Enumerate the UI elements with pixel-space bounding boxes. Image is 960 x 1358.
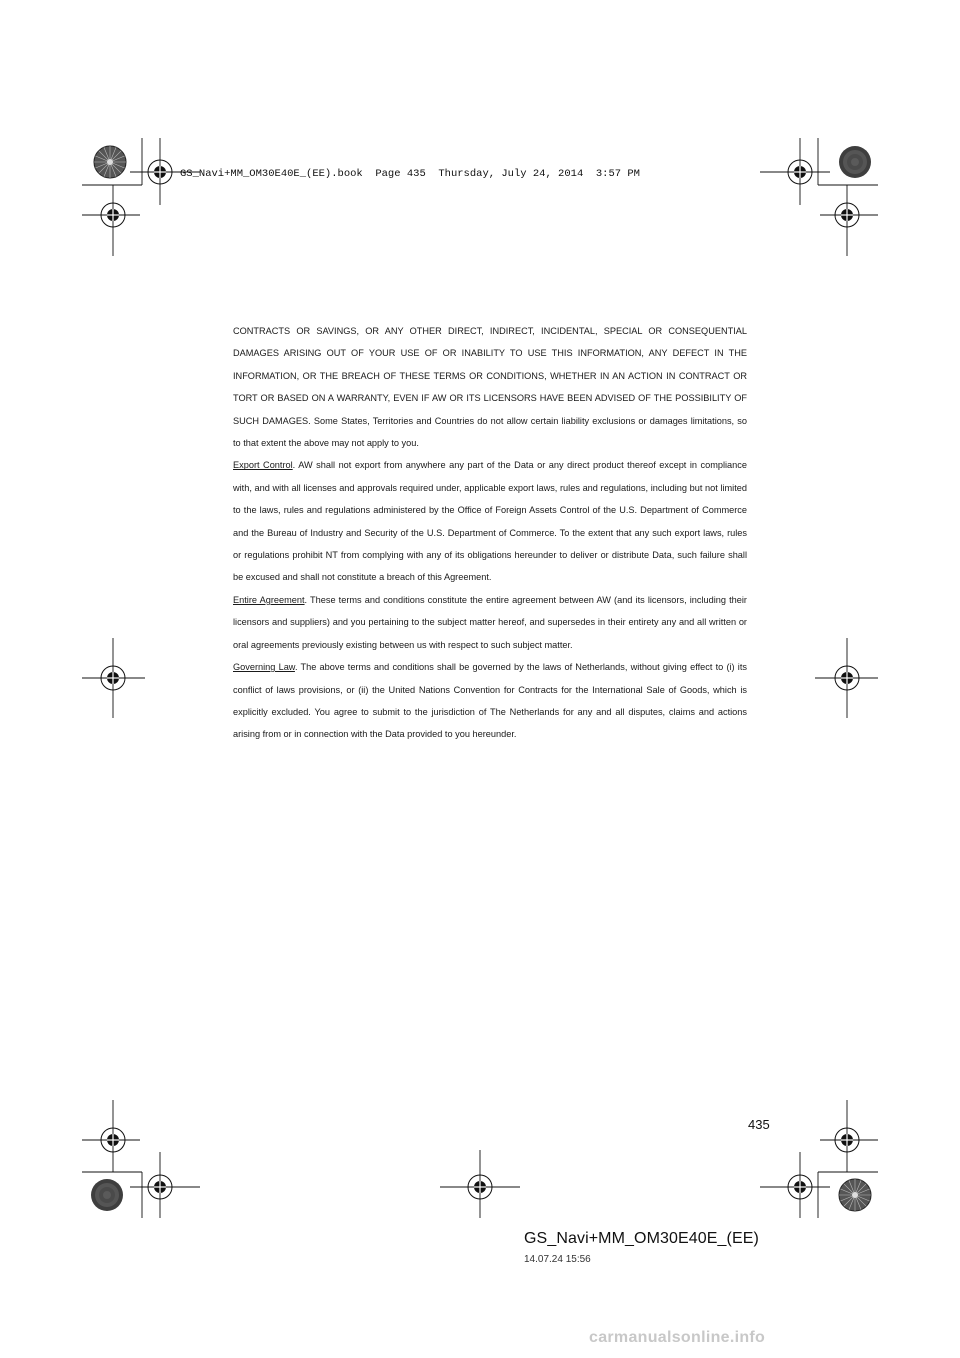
registration-mark-icon [148, 160, 172, 184]
registration-mark-icon [835, 203, 859, 227]
print-date: 14.07.24 15:56 [524, 1254, 591, 1265]
registration-mark-icon [101, 203, 125, 227]
export-control-paragraph [233, 454, 747, 588]
liability-paragraph: CONTRACTS OR SAVINGS, OR ANY OTHER DIRECT, INDIRECT, INCIDENTAL, SPECIAL OR CONSEQUENTIAL DAMAGES ARISING OUT OF YOUR USE OF OR INABILITY TO USE THIS INFORMATION, ANY DEFECT IN THE INFORMATION, OR THE BREACH OF THESE TERMS OR CONDITIONS, WHETHER IN AN ACTION IN CONTRACT OR TORT OR BASED ON A WARRANTY, EVEN IF AW OR ITS LICENSORS HAVE BEEN ADVISED OF THE POSSIBILITY OF SUCH DAMAGES. Some States, Territories and Countries do not allow certain liability exclusions or damages limitations, so to that extent the above may not apply to you. [233, 326, 747, 449]
export-control-heading: Export Control [233, 460, 293, 471]
color-wheel-icon [839, 1179, 871, 1211]
color-wheel-icon [94, 146, 126, 178]
license-terms-body [233, 320, 747, 746]
registration-mark-icon [148, 1175, 172, 1199]
export-control-text: . AW shall not export from anywhere any part of the Data or any direct product thereof except in compliance with, and with all licenses and approvals required under, applicable export laws, rules and regulations, including but not limited to the laws, rules and regulations administered by the Office of Foreign Assets Control of the U.S. Department of Commerce and the Bureau of Industry and Security of the U.S. Department of Commerce. To the extent that any such export laws, rules or regulations prohibit NT from complying with any of its obligations hereunder to deliver or distribute Data, such failure shall be excused and shall not constitute a breach of this Agreement. [233, 460, 747, 583]
registration-mark-icon [835, 666, 859, 690]
registration-mark-icon [101, 666, 125, 690]
color-wheel-icon [91, 1179, 123, 1211]
governing-law-text: . The above terms and conditions shall be governed by the laws of Netherlands, without giving effect to (i) its conflict of laws provisions, or (ii) the United Nations Convention for Contracts for the International Sale of Goods, which is explicitly excluded. You agree to submit to the jurisdiction of The Netherlands for any and all disputes, claims and actions arising from or in connection with the Data provided to you hereunder. [233, 662, 747, 740]
entire-agreement-text: . These terms and conditions constitute the entire agreement between AW (and its licensors, including their licensors and suppliers) and you pertaining to the subject matter hereof, and supersedes in their entirety any and all written or oral agreements previously existing between us with respect to such subject matter. [233, 594, 747, 650]
book-file-header: GS_Navi+MM_OM30E40E_(EE).book Page 435 Thursday, July 24, 2014 3:57 PM [180, 168, 640, 180]
registration-mark-icon [788, 1175, 812, 1199]
governing-law-paragraph [233, 656, 747, 746]
entire-agreement-heading: Entire Agreement [233, 594, 305, 605]
document-code: GS_Navi+MM_OM30E40E_(EE) [524, 1230, 759, 1247]
registration-mark-icon [468, 1175, 492, 1199]
entire-agreement-paragraph [233, 589, 747, 656]
registration-mark-icon [101, 1128, 125, 1152]
governing-law-heading: Governing Law [233, 662, 295, 673]
registration-mark-icon [835, 1128, 859, 1152]
site-watermark: carmanualsonline.info [589, 1329, 766, 1346]
color-wheel-icon [839, 146, 871, 178]
registration-mark-icon [788, 160, 812, 184]
page-number: 435 [748, 1117, 770, 1132]
